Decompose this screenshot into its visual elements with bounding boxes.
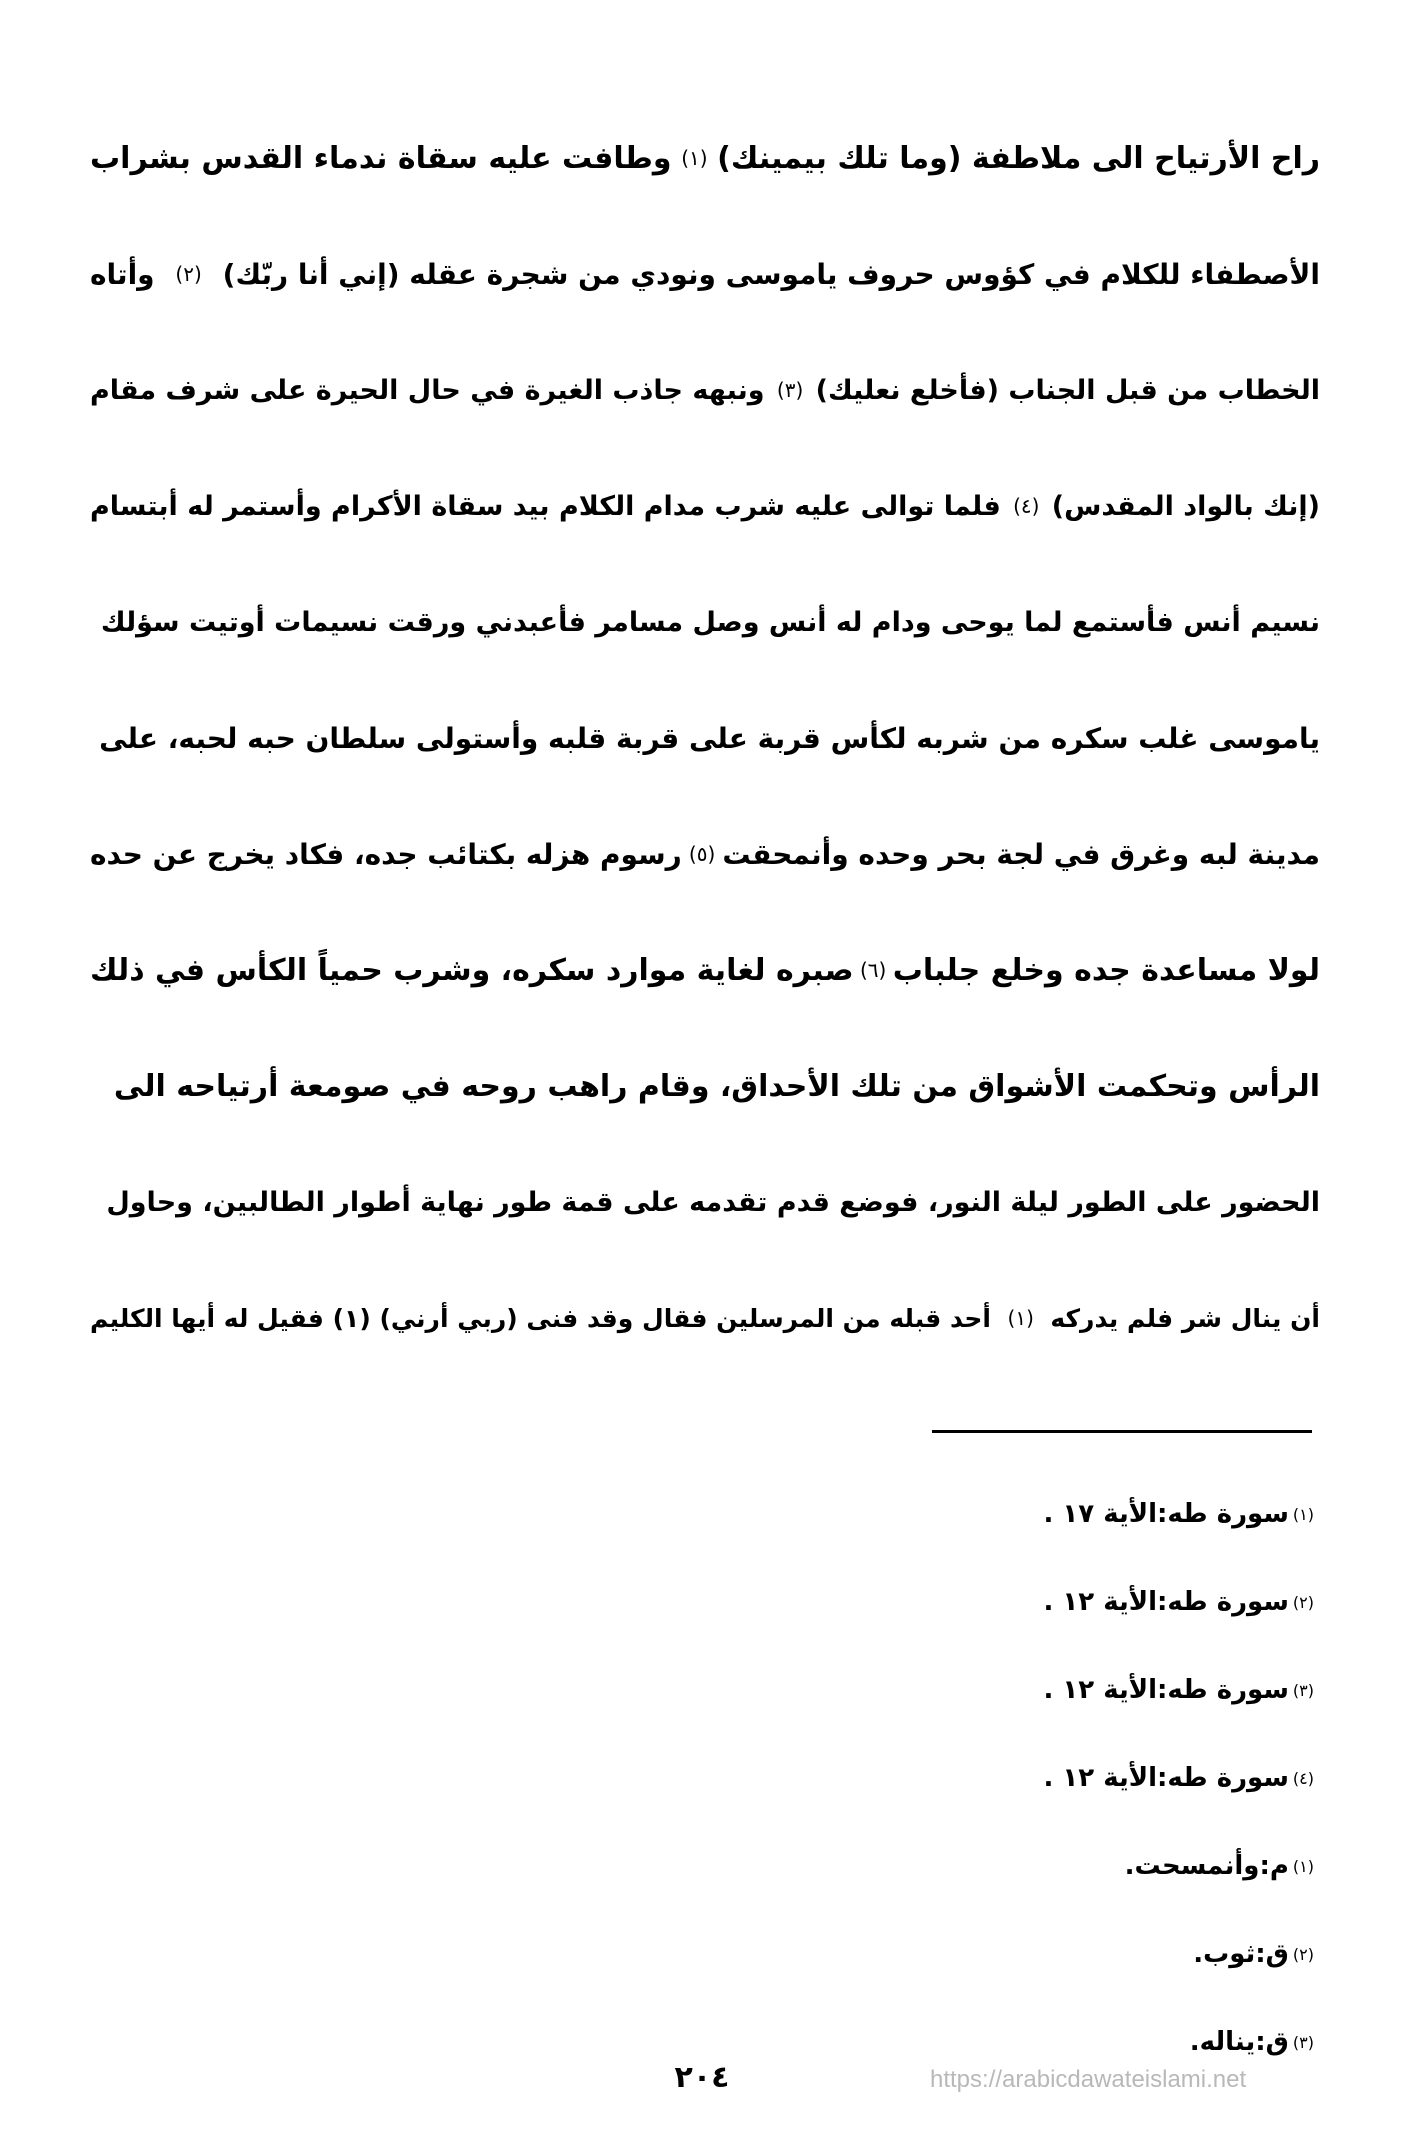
text-line [90, 332, 1320, 448]
footnote-number: (٣) [1292, 1680, 1314, 1700]
text-segment: أن ينال شر فلم يدركه [1050, 1303, 1320, 1333]
text-segment: الخطاب من قبل الجناب (فأخلع نعليك) [815, 374, 1320, 406]
footnote [814, 1558, 1314, 1646]
text-segment: فلما توالى عليه شرب مدام الكلام بيد سقاة الأكرام وأستمر له أبتسام [90, 490, 1001, 522]
body-text [90, 100, 1320, 1376]
page-number: ٢٠٤ [674, 2060, 730, 2095]
footnote-marker: (٣) [776, 378, 804, 402]
text-line [90, 1144, 1320, 1260]
text-segment: لولا مساعدة جده وخلع جلباب [892, 952, 1320, 988]
footnote-marker: (١) [681, 146, 708, 170]
footnote-text: سورة طه:الأية ١٧ . [1043, 1499, 1289, 1529]
text-segment: الرأس وتحكمت الأشواق من تلك الأحداق، وقام راهب روحه في صومعة أرتياحه الى [113, 1068, 1320, 1104]
footnote-marker: (٦) [859, 958, 887, 982]
text-segment: وأتاه [90, 257, 155, 291]
footnote-marker: (١) [1007, 1306, 1034, 1330]
footnote-separator [932, 1430, 1312, 1433]
text-segment: (إنك بالواد المقدس) [1051, 490, 1320, 522]
footnotes [814, 1470, 1314, 2086]
footnote-marker: (٢) [175, 262, 202, 286]
text-line [90, 912, 1320, 1028]
footnote-number: (٢) [1292, 1592, 1314, 1612]
text-line [90, 448, 1320, 564]
footnote-number: (١) [1292, 1856, 1314, 1876]
text-segment: وطافت عليه سقاة ندماء القدس بشراب [90, 140, 672, 176]
text-segment: الأصطفاء للكلام في كؤوس حروف ياموسى ونودي من شجرة عقله (إني أنا ربّك) [222, 257, 1320, 291]
watermark-url: https://arabicdawateislami.net [930, 2066, 1247, 2093]
text-line [90, 216, 1320, 332]
text-line [90, 1260, 1320, 1376]
footnote-number: (٤) [1292, 1768, 1314, 1788]
footnote-number: (١) [1292, 1504, 1314, 1524]
footnote-marker: (٤) [1013, 494, 1040, 518]
text-segment: مدينة لبه وغرق في لجة بحر وحده وأنمحقت [722, 837, 1320, 871]
footnote-text: ق:ثوب. [1193, 1939, 1289, 1969]
footnote-marker: (٥) [688, 842, 716, 866]
footnote-number: (٢) [1292, 1944, 1314, 1964]
footnote [814, 1822, 1314, 1910]
footnote [814, 1734, 1314, 1822]
text-segment: صبره لغاية موارد سكره، وشرب حمياً الكأس في ذلك [90, 952, 854, 988]
footnote-number: (٣) [1292, 2032, 1314, 2052]
text-line [90, 100, 1320, 216]
text-line [90, 564, 1320, 680]
footnote-text: م:وأنمسحت. [1124, 1851, 1289, 1881]
footnote [814, 1646, 1314, 1734]
footnote-text: سورة طه:الأية ١٢ . [1043, 1587, 1289, 1617]
footnote-text: سورة طه:الأية ١٢ . [1043, 1675, 1289, 1705]
text-line [90, 680, 1320, 796]
text-segment: راح الأرتياح الى ملاطفة (وما تلك بيمينك) [717, 140, 1320, 176]
text-line [90, 796, 1320, 912]
footnote [814, 1910, 1314, 1998]
text-segment: الحضور على الطور ليلة النور، فوضع قدم تقدمه على قمة طور نهاية أطوار الطالبين، وحاول [106, 1186, 1320, 1218]
text-segment: أحد قبله من المرسلين فقال وقد فنى (ربي أرني) (١) فقيل له أيها الكليم [90, 1303, 992, 1333]
footnote [814, 1470, 1314, 1558]
footnote-text: سورة طه:الأية ١٢ . [1043, 1763, 1289, 1793]
text-segment: رسوم هزله بكتائب جده، فكاد يخرج عن حده [90, 837, 682, 871]
footnote-text: ق:يناله. [1189, 2027, 1289, 2057]
text-segment: ونبهه جاذب الغيرة في حال الحيرة على شرف مقام [90, 374, 765, 406]
text-segment: ياموسى غلب سكره من شربه لكأس قربة على قربة قلبه وأستولى سلطان حبه لحبه، على [99, 721, 1320, 755]
text-segment: نسيم أنس فأستمع لما يوحى ودام له أنس وصل مسامر فأعبدني ورقت نسيمات أوتيت سؤلك [100, 606, 1320, 638]
text-line [90, 1028, 1320, 1144]
